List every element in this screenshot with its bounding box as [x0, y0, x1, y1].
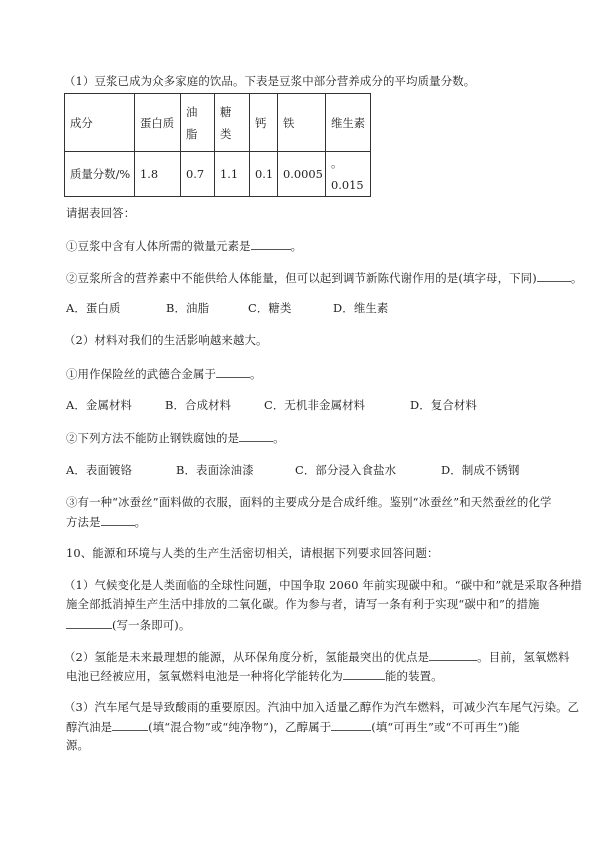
- table-header-cell: 蛋白质: [135, 94, 181, 152]
- options-3: [66, 463, 546, 477]
- option-c[interactable]: C．糖类: [248, 301, 292, 315]
- question-2b: ②下列方法不能防止钢铁腐蚀的是 。: [66, 431, 285, 445]
- table-header-cell: 油脂: [181, 94, 215, 152]
- answer-blank[interactable]: [331, 719, 371, 731]
- q10-p3-line2: 醇汽油是 (填“混合物”或“纯净物”)，乙醇属于 (填“可再生”或“不可再生”)能: [66, 720, 520, 734]
- answer-blank[interactable]: [343, 668, 385, 680]
- part2-intro: （2）材料对我们的生活影响越来越大。: [64, 333, 268, 347]
- prompt-text: 请据表回答：: [66, 206, 136, 220]
- table-row: [65, 152, 371, 197]
- q10-p1-line1: （1）气候变化是人类面临的全球性问题，中国争取 2060 年前实现碳中和。“碳中和”就是采取各种措: [64, 578, 583, 592]
- option-d[interactable]: D．维生素: [333, 301, 389, 315]
- table-header-cell: 糖类: [215, 94, 250, 152]
- q10-p3-line1: （3）汽车尾气是导致酸雨的重要原因。汽油中加入适量乙醇作为汽车燃料，可减少汽车尾气污染。乙: [64, 700, 580, 714]
- question-2c-line2: 方法是 。: [66, 515, 147, 529]
- option-a[interactable]: A．表面镀铬: [66, 463, 133, 477]
- table-cell: 。0.015: [326, 152, 371, 197]
- answer-blank[interactable]: [216, 366, 250, 378]
- q10-p3-line3: 源。: [66, 738, 90, 752]
- table-cell: 1.8: [135, 152, 181, 197]
- question-1b: ②豆浆所含的营养素中不能供给人体能量，但可以起到调节新陈代谢作用的是(填字母，下同) 。: [66, 271, 583, 285]
- table-header-row: [65, 94, 371, 152]
- option-c[interactable]: C．无机非金属材料: [264, 398, 366, 412]
- answer-blank[interactable]: [537, 270, 571, 282]
- options-1: [66, 301, 546, 315]
- answer-blank[interactable]: [239, 430, 273, 442]
- nutrition-table: [64, 93, 371, 197]
- table-cell: 0.0005: [278, 152, 326, 197]
- question-1a: ①豆浆中含有人体所需的微量元素是 。: [66, 239, 303, 253]
- q10-p2-line1: （2）氢能是未来最理想的能源，从环保角度分析，氢能最突出的优点是 。目前，氢氧燃料: [64, 650, 570, 664]
- table-header-cell: 成分: [65, 94, 135, 152]
- answer-blank[interactable]: [251, 238, 291, 250]
- q10-title: 10、能源和环境与人类的生产生活密切相关，请根据下列要求回答问题：: [66, 546, 439, 560]
- option-b[interactable]: B．表面涂油漆: [176, 463, 254, 477]
- option-d[interactable]: D．复合材料: [410, 398, 477, 412]
- table-cell: 1.1: [215, 152, 250, 197]
- options-2: [66, 398, 546, 412]
- answer-blank[interactable]: [429, 649, 477, 661]
- question-2c-line1: ③有一种“冰蚕丝”面料做的衣服，面料的主要成分是合成纤维。鉴别“冰蚕丝”和天然蚕丝的化学: [66, 495, 552, 509]
- option-d[interactable]: D．制成不锈钢: [441, 463, 520, 477]
- option-b[interactable]: B．合成材料: [165, 398, 232, 412]
- table-header-cell: 钙: [250, 94, 278, 152]
- option-c[interactable]: C．部分浸入食盐水: [295, 463, 397, 477]
- table-header-cell: 铁: [278, 94, 326, 152]
- table-cell: 0.1: [250, 152, 278, 197]
- table-row-label: 质量分数/%: [65, 152, 135, 197]
- option-a[interactable]: A．蛋白质: [66, 301, 121, 315]
- question-2a: ①用作保险丝的武德合金属于 。: [66, 367, 262, 381]
- table-header-cell: 维生素: [326, 94, 371, 152]
- q10-p1-line3: (写一条即可)。: [66, 617, 190, 632]
- option-b[interactable]: B．油脂: [166, 301, 210, 315]
- q10-p1-line2: 施全部抵消掉生产生活中排放的二氧化碳。作为参与者，请写一条有利于实现“碳中和”的措施: [66, 597, 540, 611]
- table-cell: 0.7: [181, 152, 215, 197]
- answer-blank[interactable]: [66, 617, 112, 629]
- option-a[interactable]: A．金属材料: [66, 398, 133, 412]
- answer-blank[interactable]: [101, 514, 135, 526]
- q10-p2-line2: 电池已经被应用，氢氧燃料电池是一种将化学能转化为 能的装置。: [66, 669, 443, 683]
- q9-intro: （1）豆浆已成为众多家庭的饮品。下表是豆浆中部分营养成分的平均质量分数。: [64, 74, 476, 88]
- answer-blank[interactable]: [112, 719, 148, 731]
